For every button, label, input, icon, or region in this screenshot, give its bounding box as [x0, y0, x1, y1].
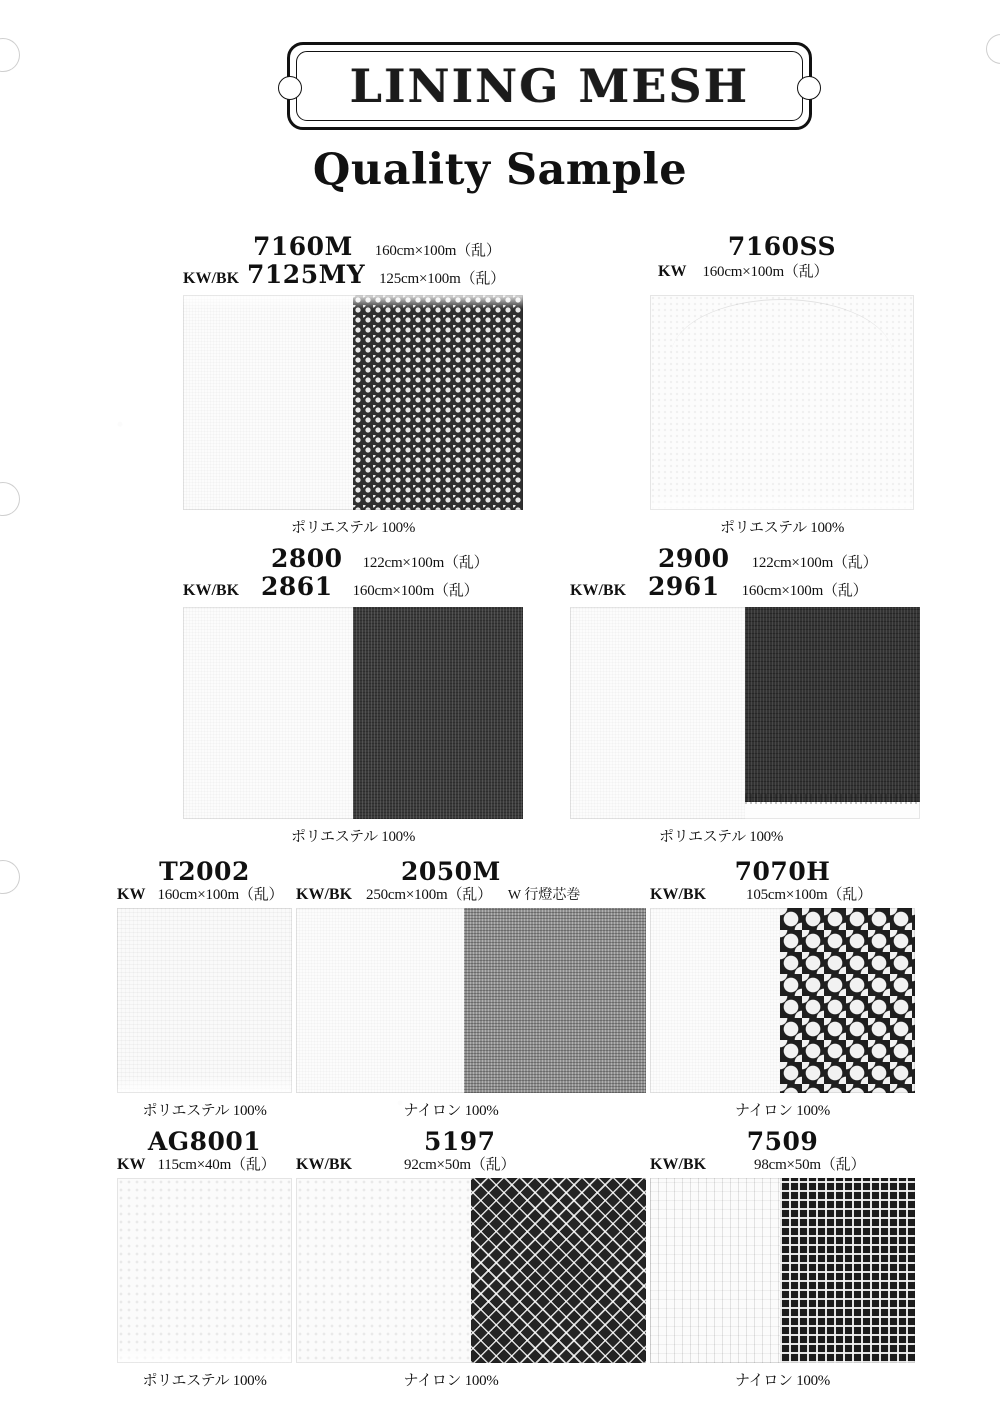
- sample-code: 7160SS: [727, 232, 837, 261]
- swatch-dark-half: [780, 1178, 915, 1363]
- swatch-grey-half: [464, 908, 646, 1093]
- sample-2050M: [296, 858, 646, 1120]
- fabric-swatch: [570, 607, 920, 819]
- sample-kw: KW: [117, 1156, 146, 1173]
- sample-labels: [183, 232, 523, 289]
- sample-kw: KW: [658, 263, 687, 280]
- sample-kw: KW: [117, 886, 146, 903]
- sample-code: 2050M: [401, 857, 501, 886]
- sample-kw: KW/BK: [570, 582, 627, 599]
- sample-kw: KW/BK: [650, 1156, 707, 1173]
- sample-caption: ナイロン 100%: [735, 1373, 830, 1389]
- sample-code-alt: 2961: [648, 572, 720, 601]
- sample-7509: [650, 1128, 915, 1390]
- swatch-white-half: [650, 1178, 780, 1363]
- swatch-border: [117, 1178, 292, 1363]
- swatch-fold-shadow: [671, 299, 893, 356]
- sample-spec-alt: 160cm×100m（乱）: [352, 583, 479, 599]
- sample-caption: ポリエステル 100%: [290, 829, 416, 845]
- swatch-white-half: [296, 1178, 471, 1363]
- sample-spec: 160cm×100m（乱）: [374, 243, 501, 259]
- sample-spec: 92cm×50m（乱）: [404, 1157, 516, 1173]
- fabric-swatch: [183, 607, 523, 819]
- sample-7070H: [650, 858, 915, 1120]
- fabric-swatch: [650, 1178, 915, 1363]
- swatch-dark-half: [353, 607, 523, 819]
- sample-7160M: [183, 233, 523, 537]
- sample-2800: [183, 545, 523, 846]
- sample-spec: 160cm×100m（乱）: [157, 887, 284, 903]
- sample-code: 2800: [271, 544, 343, 573]
- sample-caption: ポリエステル 100%: [719, 520, 845, 536]
- sample-code: 7160M: [253, 232, 353, 261]
- fabric-swatch: [296, 1178, 646, 1363]
- sample-spec: 115cm×40m（乱）: [157, 1157, 276, 1173]
- sample-T2002: [117, 858, 292, 1120]
- sample-caption: ナイロン 100%: [403, 1103, 499, 1119]
- sample-spec: 122cm×100m（乱）: [751, 555, 878, 571]
- sample-labels: [183, 544, 523, 601]
- sample-5197: [296, 1128, 646, 1390]
- sample-code-alt: 2861: [261, 572, 333, 601]
- sample-code: 2900: [658, 544, 730, 573]
- sample-caption: ポリエステル 100%: [658, 829, 784, 845]
- sample-AG8001: [117, 1128, 292, 1390]
- sample-code: AG8001: [147, 1127, 262, 1156]
- sample-spec-alt: 125cm×100m（乱）: [379, 271, 505, 287]
- fabric-swatch: [117, 1178, 292, 1363]
- sample-7160SS: [650, 233, 914, 537]
- sample-caption: ポリエステル 100%: [142, 1103, 267, 1119]
- swatch-edge-highlight: [183, 295, 523, 309]
- swatch-border: [117, 908, 292, 1093]
- swatch-white-half: [570, 607, 745, 819]
- sample-2900: [570, 545, 920, 846]
- sample-labels: [570, 544, 920, 601]
- fabric-swatch: [183, 295, 523, 510]
- fabric-swatch: [117, 908, 292, 1093]
- sample-caption: ポリエステル 100%: [290, 520, 416, 536]
- sample-code-alt: 7125MY: [247, 260, 366, 289]
- sample-spec: 160cm×100m（乱）: [702, 264, 829, 280]
- page-subtitle: Quality Sample: [312, 145, 688, 195]
- sample-spec: 98cm×50m（乱）: [754, 1157, 866, 1173]
- sample-kw: KW/BK: [650, 886, 707, 903]
- sample-caption: ナイロン 100%: [403, 1373, 499, 1389]
- fabric-swatch: [650, 295, 914, 510]
- sample-spec: 105cm×100m（乱）: [746, 887, 872, 903]
- sample-spec-alt: 160cm×100m（乱）: [741, 583, 868, 599]
- swatch-edge-highlight: [117, 1077, 292, 1093]
- swatch-white-half: [296, 908, 464, 1093]
- sample-code: T2002: [159, 857, 250, 886]
- sample-code: 7509: [746, 1127, 819, 1156]
- sample-labels: [650, 857, 915, 903]
- sample-caption: ポリエステル 100%: [142, 1373, 267, 1389]
- sample-labels: [117, 857, 292, 903]
- sample-kw: KW/BK: [183, 270, 240, 287]
- sample-labels: [117, 1127, 292, 1173]
- fabric-swatch: [296, 908, 646, 1093]
- swatch-dark-half: [780, 908, 915, 1093]
- swatch-frayed-edge: [745, 794, 920, 804]
- title-plate: [287, 42, 812, 130]
- swatch-white-half: [183, 295, 353, 510]
- swatch-edge-highlight: [650, 494, 914, 510]
- sample-note: W 行燈芯巻: [507, 888, 581, 903]
- swatch-white-half: [650, 908, 780, 1093]
- sample-labels: [650, 1127, 915, 1173]
- swatch-dark-half: [471, 1178, 646, 1363]
- sample-kw: KW/BK: [183, 582, 240, 599]
- sample-kw: KW/BK: [296, 886, 353, 903]
- page-title: LINING MESH: [349, 59, 750, 113]
- fabric-swatch: [650, 908, 915, 1093]
- swatch-edge-highlight: [117, 1347, 292, 1363]
- sample-labels: [296, 1127, 646, 1173]
- swatch-dark-half: [353, 295, 523, 510]
- sample-kw: KW/BK: [296, 1156, 353, 1173]
- sample-caption: ナイロン 100%: [735, 1103, 830, 1119]
- sample-labels: [650, 233, 914, 281]
- swatch-white-half: [183, 607, 353, 819]
- sample-spec: 122cm×100m（乱）: [362, 555, 489, 571]
- sample-code: 7070H: [734, 857, 831, 886]
- sample-spec: 250cm×100m（乱）: [366, 887, 492, 903]
- sample-code: 5197: [424, 1127, 496, 1156]
- swatch-dark-half: [745, 607, 920, 802]
- sample-labels: [296, 857, 646, 903]
